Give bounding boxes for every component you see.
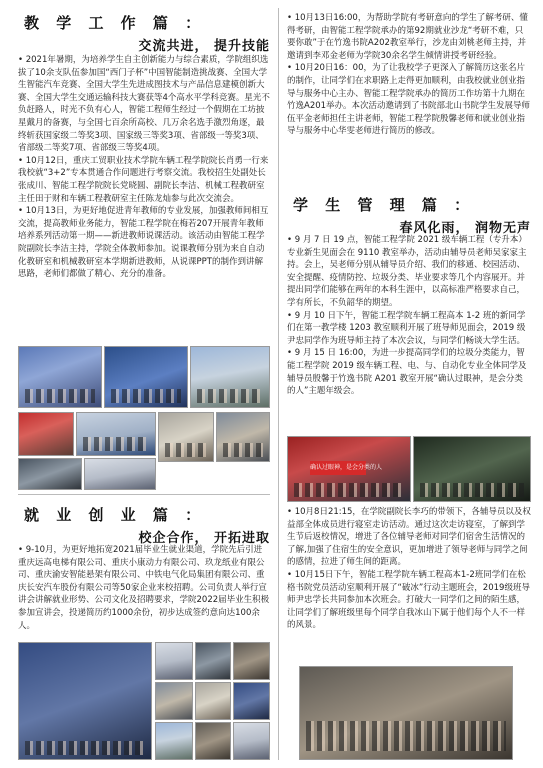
column-divider: [278, 8, 279, 760]
sorting-banner: 确认过眼神，是会分类的人: [310, 461, 366, 475]
photo-visit: [216, 412, 270, 462]
teaching-paragraph-3: • 10月13日，为更好地促进青年教师的专业发展，加强教师间相互交流，提高教师业务能力，智能工程学院在梅若207开展青年教师培养系列活动第一期——新进教师说课活动。该活动由智能工程学院副院长李洁主持，学院全体教师参加。说课教师分别为来自自动化教研室和机械教研室本学期新进教师，从说课PPT的制作到讲解思路，老师们都做了精心、充分的准备。: [18, 206, 269, 280]
photo-job-fair-3: [233, 642, 270, 680]
photo-award-group: [76, 412, 156, 456]
photo-team: [190, 346, 270, 408]
student-paragraph-5: • 10月15日下午，智能工程学院车辆工程高本1-2班同学们在松格书院党员活动室顺利开展了“破冰”行动主题班会，2019级班导师尹忠学长共同参加本次班会。打破大一同学们之间的陌生感，让同学们了解班级里每个同学自我冰山下属于他们每个人不一样的风景。: [287, 569, 530, 631]
employment-subtitle: 校企合作， 开拓进取: [138, 531, 270, 546]
photo-recruitment-talk: [18, 642, 152, 760]
section-divider: [18, 494, 270, 495]
student-paragraph-2: • 9 月 10 日下午，智能工程学院车辆工程高本 1-2 班的新同学们在第一教学楼 1203 教室顺利开展了班导师见面会，2019 级尹忠同学作为班导师主持了本次会议，与同学们畅谈大学生活。: [287, 310, 526, 346]
photo-icebreaker-group: [299, 666, 513, 760]
photo-job-fair-9: [233, 722, 270, 760]
photo-job-fair-6: [233, 682, 270, 720]
teaching-body: [18, 54, 270, 281]
right-paragraph-2: • 10月20日16：00，为了让我校学子更深入了解简历这张名片的制作，让同学们在求职路上走得更加顺利，由我校就业创业指导与服务中心主办、智能工程学院承办的简历工作坊第十九期在竹逸A201举办。本次活动邀请到了书院部北山书院学生发展导师伍平金老师担任主讲老师，智能工程学院殷馨老师和就业创业指导与服务中心华雯老师进行简历的修改。: [287, 63, 531, 137]
photo-awards: [104, 346, 188, 408]
photo-job-fair-8: [195, 722, 231, 760]
student-paragraph-3: • 9 月 15 日 16:00，为进一步提高同学们的垃圾分类能力，智能工程学院 2019 级车辆工程、电、与、自动化专业全体同学及辅导员殷馨于竹逸书院 A201 教室开展“确认过眼神，是会分类的人”主题年级会。: [287, 348, 527, 397]
photo-sorting-meeting: [287, 436, 411, 502]
photo-job-fair-4: [155, 682, 193, 720]
employment-body: [18, 544, 270, 632]
photo-class-meeting: [413, 436, 531, 502]
teaching-paragraph-2: • 10月12日，重庆工贸职业技术学院车辆工程学院院长肖勇一行来我校就“3+2”专本贯通合作问题进行考察交流。我校招生处副处长张成川、智能工程学院院长党晓圆、副院长李洁、机械工程教研室主任田于财和车辆工程教研室主任陈龙灿参与此次交流会。: [18, 155, 269, 204]
photo-job-fair-1: [155, 642, 193, 680]
teaching-title: 教 学 工 作 篇 ：: [24, 14, 207, 32]
employment-section: [24, 504, 270, 546]
photo-race: [18, 412, 74, 456]
photo-job-fair-7: [155, 722, 193, 760]
student-section: [293, 194, 531, 236]
student-subtitle: 春风化雨， 润物无声: [399, 221, 531, 236]
employment-paragraph-1: • 9-10月，为更好地拓宽2021届毕业生就业渠道，学院先后引进重庆远高电梯有限公司、重庆小康动力有限公司、玖龙纸业有限公司、重庆渝安智能悬架有限公司、中铁电气化局集团有限公司、重庆长安汽车股份有限公司等50家企业来校招聘。公司负责人举行宣讲会讲解就业形势、公司文化及招聘要求，学院2022届毕业生积极参加宣讲会，投递简历约1000余份，初步达成签约意向达100余人。: [18, 545, 270, 631]
photo-exchange: [158, 412, 214, 462]
right-top-body: [287, 12, 531, 138]
student-paragraph-4: • 10月8日21:15，在学院副院长李巧的带领下，各辅导员以及权益部全体成员进行寝室走访活动。通过这次走访寝室，了解到学生节后返校情况，增进了各位辅导老师对同学们宿舍生活情况的了解,加强了住宿生的安全意识，更加增进了领导老师与同学之间的感情，拉进了师生间的距离。: [287, 507, 531, 568]
employment-title: 就 业 创 业 篇 ：: [24, 506, 207, 524]
student-title: 学 生 管 理 篇 ：: [293, 196, 476, 214]
photo-meeting: [18, 458, 82, 490]
teaching-subtitle: 交流共进， 提升技能: [138, 39, 270, 54]
photo-lecture: [84, 458, 156, 490]
teaching-section: [24, 12, 270, 54]
student-paragraph-1: • 9 月 7 日 19 点，智能工程学院 2021 级车辆工程（专升本）专业新生见面会在 9110 教室举办，活动由辅导员老师吴家家主持。会上，吴老师分别从辅导员介绍、我们的移通、校园活动、安全提醒、疫情防控、垃圾分类、毕业要求等几个内容展开。并提出同学们能够在两年的本科生涯中，以高标准严格要求自己，学有所长，不负韶华的期望。: [287, 235, 527, 308]
student-body: [287, 234, 531, 398]
teaching-paragraph-1: • 2021年暑期，为培养学生自主创新能力与综合素质，学院组织选拔了10余支队伍参加国“西门子杯”中国智能制造挑战赛、全国大学生智能汽车竞赛、全国大学生先进成图技术与产品信息建模创新大赛、全国大学生交通运输科技大赛获等4个高水平学科竞赛。星光不负赶路人，时光不负有心人，智能工程师生经过一个假期在工坊披星戴月的备赛，与全国七百余所高校、几万余名选手激烈角逐，最终斩获国家级二等奖3项、国家级三等奖3项、省部级一等奖3项、省部级二等奖7项、省部级三等奖4项。: [18, 55, 270, 154]
photo-job-fair-2: [195, 642, 231, 680]
right-paragraph-1: • 10月13日16:00，为帮助学院有考研意向的学生了解考研、懂得考研，由智能工程学院承办的第92期就业沙龙“考研不难，只要你敢”于在竹逸书院A202教室举行，沙龙由刘桃老师主持，并邀请到李邓金老师为学院30余名学生倾情讲授考研经验。: [287, 13, 528, 61]
photo-competition: [18, 346, 102, 408]
photo-job-fair-5: [195, 682, 231, 720]
student-body-2: [287, 506, 531, 632]
